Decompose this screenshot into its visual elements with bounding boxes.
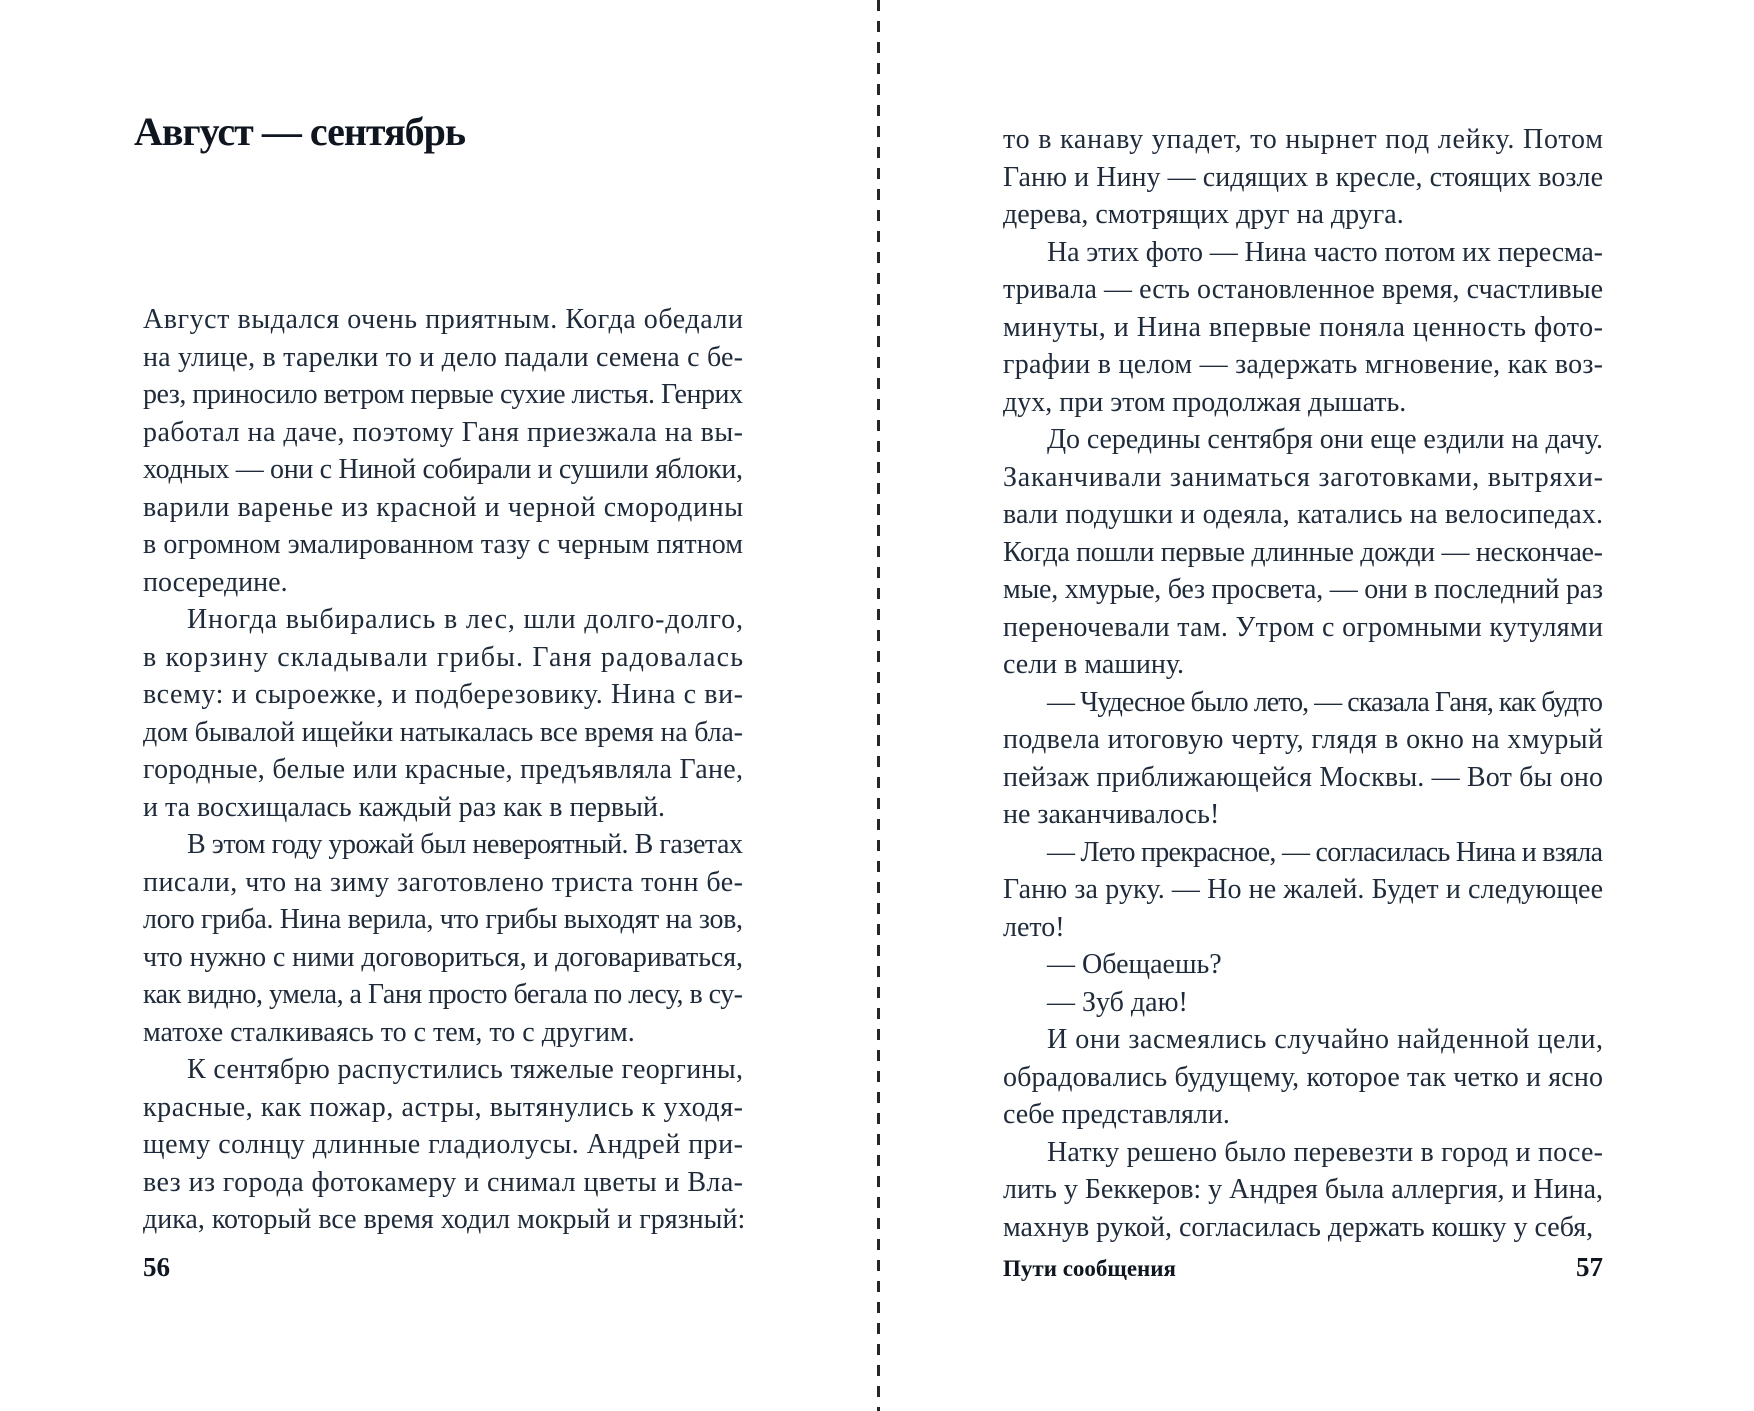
text-line [143,638,743,676]
text-line [1003,1133,1603,1171]
text-line [143,675,743,713]
text-line [143,713,743,751]
text-line [143,1163,743,1201]
svg-text:городные, белые или красные, п: городные, белые или красные, предъявляла Гане, [143,754,743,785]
text-line [143,1013,743,1051]
text-line [1003,833,1603,871]
text-line [143,1088,743,1126]
svg-text:ходных — они с Ниной собирали: ходных — они с Ниной собирали и сушили яблоки, [143,454,743,485]
svg-text:в корзину складывали грибы. Га: в корзину складывали грибы. Ганя радовалась [143,641,743,673]
svg-text:пейзаж приближающейся Москвы.: пейзаж приближающейся Москвы. — Вот бы оно [1003,761,1603,793]
text-line [143,750,743,788]
svg-text:на улице, в тарелки то и дело: на улице, в тарелки то и дело падали семена с бе- [143,341,743,373]
text-line [143,863,743,901]
svg-text:— Обещаешь?: — Обещаешь? [1047,949,1222,980]
svg-text:себе представляли.: себе представляли. [1003,1099,1230,1130]
text-line [143,1125,743,1163]
svg-text:что нужно с ними договориться,: что нужно с ними договориться, и договариваться, [143,941,743,973]
text-line [143,413,743,451]
svg-text:тривала — есть остановленное в: тривала — есть остановленное время, счастливые [1003,274,1603,305]
text-line [143,375,743,413]
text-line [143,938,743,976]
svg-text:как видно, умела, а Ганя прост: как видно, умела, а Ганя просто бегала по лесу, в су- [143,979,743,1010]
text-line [1003,1208,1603,1246]
svg-text:дика, который все время ходил: дика, который все время ходил мокрый и грязный: [143,1204,746,1235]
svg-text:работал на даче, поэтому Ганя: работал на даче, поэтому Ганя приезжала на вы- [143,416,743,448]
svg-text:Заканчивали заниматься заготов: Заканчивали заниматься заготовками, вытряхи- [1003,461,1603,493]
right-page-body-text [1003,120,1603,1245]
svg-text:красные, как пожар, астры, выт: красные, как пожар, астры, вытянулись к уходя- [143,1091,743,1123]
text-line [1003,683,1603,721]
svg-text:дом бывалой ищейки натыкалась: дом бывалой ищейки натыкалась все время на бла- [143,716,743,748]
svg-text:писали, что на зиму заготовлен: писали, что на зиму заготовлено триста тонн бе- [143,866,743,898]
svg-text:Натку решено было перевезти в: Натку решено было перевезти в город и посе- [1047,1136,1603,1168]
svg-text:И они засмеялись случайно найд: И они засмеялись случайно найденной цели, [1047,1024,1603,1055]
text-line [1003,308,1603,346]
svg-text:переночевали там. Утром с огро: переночевали там. Утром с огромными кутулями [1003,611,1603,643]
text-line [1003,720,1603,758]
text-line [1003,870,1603,908]
svg-text:лето!: лето! [1003,911,1065,943]
svg-text:До середины сентября они еще е: До середины сентября они еще ездили на дачу. [1047,424,1603,455]
svg-text:К сентябрю распустились тяжелы: К сентябрю распустились тяжелые георгины, [187,1054,743,1085]
svg-text:в огромном эмалированном тазу: в огромном эмалированном тазу с черным пятном [143,529,743,560]
svg-text:В этом году урожай был невероя: В этом году урожай был невероятный. В газетах [187,829,743,860]
text-line [143,600,743,638]
svg-text:посередине.: посередине. [143,566,288,598]
svg-text:вез из города фотокамеру и сни: вез из города фотокамеру и снимал цветы и Вла- [143,1166,743,1198]
text-line [1003,533,1603,571]
svg-text:дерева, смотрящих друг на друг: дерева, смотрящих друг на друга. [1003,199,1404,230]
svg-text:На этих фото — Нина часто пото: На этих фото — Нина часто потом их пересма- [1047,236,1603,268]
svg-text:рез, приносило ветром первые с: рез, приносило ветром первые сухие листья. Генрих [143,379,743,410]
text-line [143,450,743,488]
text-line [1003,795,1603,833]
text-line [1003,270,1603,308]
svg-text:подвела итоговую черту, глядя: подвела итоговую черту, глядя в окно на хмурый [1003,724,1603,755]
chapter-title: Август — сентябрь [134,109,466,154]
svg-text:Ганю и Нину — сидящих в кресле: Ганю и Нину — сидящих в кресле, стоящих возле [1003,161,1603,193]
text-line [143,1200,746,1238]
text-line [143,563,743,601]
svg-text:всему: и сыроежке, и подберезо: всему: и сыроежке, и подберезовику. Нина с ви- [143,679,743,710]
text-line [1003,120,1603,158]
svg-text:лого гриба. Нина верила, что г: лого гриба. Нина верила, что грибы выходят на зов, [143,904,743,935]
text-line [143,1050,743,1088]
text-line [143,788,743,826]
text-line [1003,908,1603,946]
text-line [1003,345,1603,383]
text-line [143,975,743,1013]
text-line [143,488,743,526]
svg-text:то в канаву упадет, то нырнет: то в канаву упадет, то нырнет под лейку. Потом [1003,124,1603,155]
text-line [1003,570,1603,608]
text-line [1003,608,1603,646]
text-line [1003,645,1603,683]
page-number-right: 57 [1576,1252,1603,1282]
text-line [1003,158,1603,196]
text-line [1003,195,1603,233]
svg-text:варили варенье из красной и че: варили варенье из красной и черной смородины [143,491,743,523]
svg-text:Когда пошли первые длинные дож: Когда пошли первые длинные дожди — нескончае- [1003,536,1603,568]
text-line [1003,495,1603,533]
text-line [143,525,743,563]
text-line [1003,420,1603,458]
svg-text:дух, при этом продолжая дышать: дух, при этом продолжая дышать. [1003,386,1407,418]
text-line [1003,758,1603,796]
left-page-body-text [143,300,746,1238]
svg-text:щему солнцу длинные гладиолусы: щему солнцу длинные гладиолусы. Андрей при- [143,1129,743,1160]
svg-text:— Лето прекрасное, — согласила: — Лето прекрасное, — согласилась Нина и взяла [1047,836,1603,868]
svg-text:сели в машину.: сели в машину. [1003,649,1185,680]
svg-text:матохе сталкиваясь то с тем, т: матохе сталкиваясь то с тем, то с другим. [143,1016,635,1048]
text-line [1003,1095,1603,1133]
svg-text:графии в целом — задержать мгн: графии в целом — задержать мгновение, как воз- [1003,349,1603,380]
running-title: Пути сообщения [1003,1256,1176,1281]
svg-text:минуты, и Нина впервые поняла: минуты, и Нина впервые поняла ценность фото- [1003,311,1603,343]
svg-text:— Зуб даю!: — Зуб даю! [1047,986,1188,1018]
text-line [143,300,743,338]
svg-text:не заканчивалось!: не заканчивалось! [1003,799,1220,830]
svg-text:Иногда выбирались в лес, шли д: Иногда выбирались в лес, шли долго-долго, [187,604,743,635]
svg-text:махнув рукой, согласилась держ: махнув рукой, согласилась держать кошку у себя, [1003,1211,1594,1243]
text-line [1003,233,1603,271]
svg-text:обрадовались будущему, которое: обрадовались будущему, которое так четко и ясно [1003,1061,1603,1093]
svg-text:вали подушки и одеяла, каталис: вали подушки и одеяла, катались на велосипедах. [1003,499,1603,530]
text-line [1003,383,1603,421]
svg-text:— Чудесное было лето, — сказал: — Чудесное было лето, — сказала Ганя, как будто [1047,686,1603,718]
svg-text:мые, хмурые, без просвета, — о: мые, хмурые, без просвета, — они в последний раз [1003,574,1603,605]
text-line [1003,1058,1603,1096]
text-line [1003,458,1603,496]
text-line [143,825,743,863]
page-gutter-dashed-divider [877,0,880,1411]
text-line [143,900,743,938]
svg-text:Ганю за руку. — Но не жалей. Б: Ганю за руку. — Но не жалей. Будет и следующее [1003,874,1603,905]
svg-text:Август выдался очень приятным.: Август выдался очень приятным. Когда обедали [143,304,743,335]
text-line [1003,945,1603,983]
text-line [1003,983,1603,1021]
text-line [1003,1170,1603,1208]
text-line [1003,1020,1603,1058]
svg-text:и та восхищалась каждый раз ка: и та восхищалась каждый раз как в первый. [143,791,665,823]
page-number-left: 56 [143,1252,170,1282]
text-line [143,338,743,376]
svg-text:лить у Беккеров: у Андрея была: лить у Беккеров: у Андрея была аллергия, и Нина, [1003,1174,1603,1205]
